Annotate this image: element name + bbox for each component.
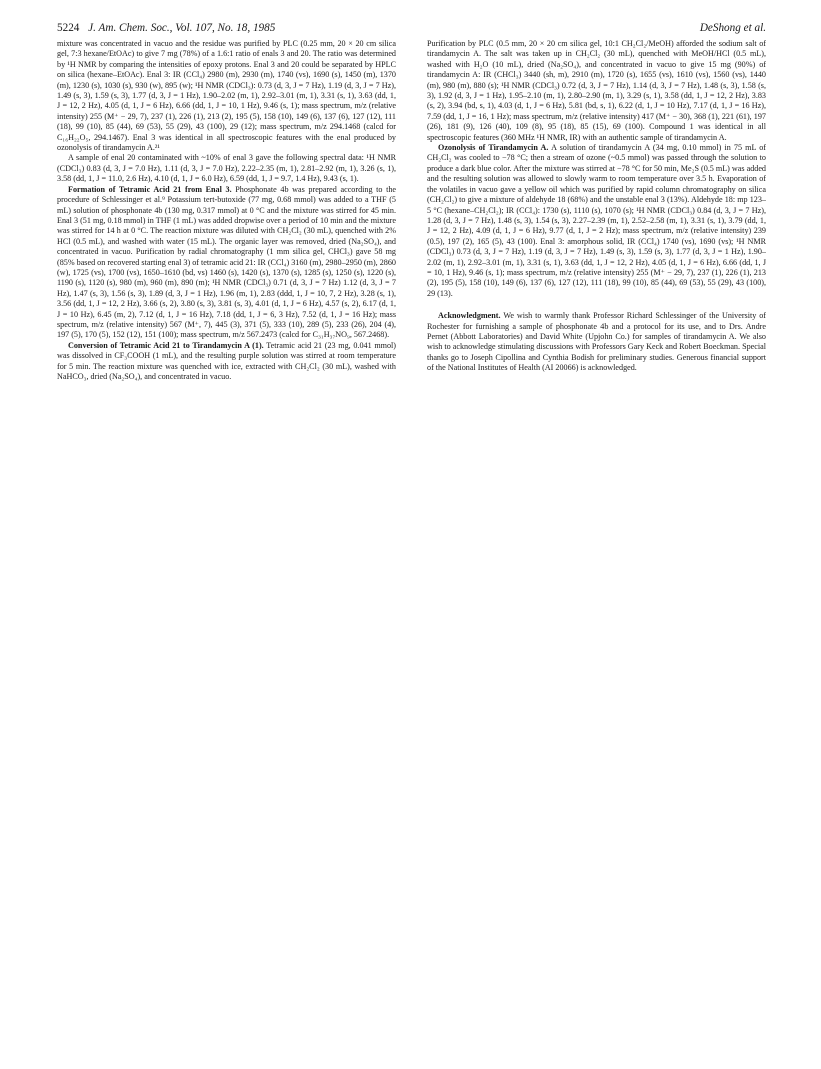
left-column (57, 39, 396, 382)
paragraph (427, 39, 766, 143)
acknowledgment-paragraph (427, 311, 766, 373)
paragraph-text: mixture was concentrated in vacuo and the residue was purified by PLC (0.25 mm, 20 × 20 cm silica gel, 7:3 hexane/EtOAc) to give 7 mg (78%) of a 1.6:1 ratio of enals 3 and 20. The ratio was determined by ¹H NMR by comparing the intensities of epoxy protons. Enal 3 and 20 could be separated by HPLC on silica (hexane–EtOAc). Enal 3: IR (CCl₄) 2980 (m), 2930 (m), 1740 (vs), 1690 (s), 1450 (m), 1370 (m), 1230 (s), 1030 (s), 930 (w), 895 (w); ¹H NMR (CDCl₃): 0.73 (d, 3, J = 7 Hz), 1.19 (d, 3, J = 7 Hz), 1.49 (s, 3), 1.59 (s, 3), 1.77 (d, 3, J = 1 Hz), 1.90–2.02 (m, 1), 2.92–3.01 (m, 1), 3.31 (s, 1), 3.63 (dd, 1, J = 12, 2 Hz), 4.05 (d, 1, J = 6 Hz), 6.66 (dd, 1, J = 10, 1 Hz), 9.46 (s, 1); mass spectrum, m/z (relative intensity) 255 (M⁺ − 29, 7), 237 (1), 226 (1), 213 (2), 195 (5), 158 (10), 149 (6), 137 (6), 127 (12), 111 (18), 99 (10), 85 (44), 69 (53), 55 (29), 43 (100), 29 (12); mass spectrum, m/z 294.1468 (calcd for C₁₆H₂₂O₅, 294.1467). Enal 3 was identical in all spectroscopic features with the enal produced by ozonolysis of tirandamycin A.²¹ (57, 39, 396, 153)
paragraph-text: A sample of enal 20 contaminated with ~10% of enal 3 gave the following spectral data: ¹H NMR (CDCl₃) 0.83 (d, 3, J = 7.0 Hz), 1.11 (d, 3, J = 7.0 Hz), 2.22–2.35 (m, 1), 2.81–2.92 (m, 1), 3.26 (s, 1), 3.58 (dd, 1, J = 11.0, 2.6 Hz), 4.10 (d, 1, J = 6.0 Hz), 6.59 (dd, 1, J = 9.7, 1.4 Hz), 9.43 (s, 1). (57, 153, 396, 184)
running-head-left (57, 20, 275, 36)
paragraph (57, 39, 396, 153)
paragraph-text: Phosphonate 4b was prepared according to the procedure of Schlessinger et al.⁹ Potassium tert-butoxide (77 mg, 0.68 mmol) was added to a THF (5 mL) solution of phosphonate 4b (130 mg, 0.317 mmol) at 0 °C and the mixture was stirred for 45 min. Enal 3 (51 mg, 0.18 mmol) in THF (1 mL) was added dropwise over a period of 10 min and the mixture was stirred for 14 h at 0 °C. The reaction mixture was diluted with CH₂Cl₂ (30 mL), quenched with 2% HCl (0.5 mL), and washed with water (15 mL). The organic layer was removed, dried (Na₂SO₄), and concentrated in vacuo. Purification by radial chromatography (1 mm silica gel, CHCl₃) gave 58 mg (85% based on recovered starting enal 3) of tetramic acid 21: IR (CCl₄) 3160 (m), 2980–2950 (m), 2860 (w), 1725 (vs), 1700 (vs), 1650–1610 (bd, vs) 1460 (s), 1420 (s), 1370 (s), 1285 (s), 1250 (s), 1220 (s), 1190 (s), 1120 (s), 980 (m), 960 (m), 890 (m); ¹H NMR (CDCl₃) 0.71 (d, 3, J = 7 Hz) 1.12 (d, 3, J = 7 Hz), 1.47 (s, 3), 1.56 (s, 3), 1.89 (d, 3, J = 1 Hz), 1.96 (m, 1), 2.83 (ddd, 1, J = 10, 7, 2 Hz), 3.28 (s, 1), 3.56 (dd, 1, J = 12, 2 Hz), 3.66 (s, 2), 3.80 (s, 3), 3.81 (s, 3), 4.01 (d, 1, J = 6 Hz), 4.57 (s, 2), 6.17 (d, 1, J = 10 Hz), 6.45 (m, 2), 7.12 (d, 1, J = 16 Hz), 7.18 (dd, 1, J = 6, 3 Hz), 7.52 (d, 1, J = 16 Hz); mass spectrum, m/z (relative intensity) 567 (M⁺, 7), 445 (3), 371 (5), 333 (10), 289 (5), 233 (26), 204 (4), 197 (5), 170 (5), 152 (12), 151 (100); mass spectrum, m/z 567.2473 (calcd for C₃₁H₃₇NO₉, 567.2468). (57, 184, 397, 340)
paragraph-text: A solution of tirandamycin A (34 mg, 0.10 mmol) in 75 mL of CH₂Cl₂ was cooled to −78 °C; then a stream of ozone (~0.5 mmol) was passed through the solution to produce a dark blue color. After the mixture was stirred at −78 °C for 50 min, Me₂S (0.5 mL) was added and the resulting solution was allowed to slowly warm to room temperature over 3.5 h. Evaporation of the volatiles in vacuo gave a yellow oil which was purified by rapid column chromatography on silica (CH₂Cl₂) to give a mixture of aldehyde 18 (68%) and the unstable enal 3 (13%). Aldehyde 18: mp 123–5 °C (hexane–CH₂Cl₂); IR (CCl₄): 1730 (s), 1110 (s), 1070 (s); ¹H NMR (CDCl₃) 0.84 (d, 3, J = 7 Hz), 1.28 (d, 3, J = 7 Hz), 1.48 (s, 3), 1.54 (s, 3), 2.27–2.39 (m, 1), 2.52–2.58 (m, 1), 3.31 (s, 1), 3.79 (dd, 1, J = 12, 2 Hz), 4.09 (d, 1, J = 6 Hz), 9.77 (d, 1, J = 2 Hz); mass spectrum, m/z (relative intensity) 239 (0.5), 197 (2), 165 (5), 43 (100). Enal 3: amorphous solid, IR (CCl₄) 1740 (vs), 1690 (vs); ¹H NMR (CDCl₃) 0.73 (d, 3, J = 7 Hz), 1.19 (d, 3, J = 7 Hz), 1.49 (s, 3), 1.59 (s, 3), 1.77 (d, 3, J = 1 Hz), 1.90–2.02 (m, 1), 2.92–3.01 (m, 1), 3.31 (s, 1), 3.63 (dd, 1, J = 12, 2 Hz), 4.05 (d, 1, J = 6 Hz), 6.66 (dd, 1, J = 10, 1 Hz), 9.46 (s, 1); mass spectrum, m/z (relative intensity) 255 (M⁺ − 29, 7), 237 (1), 226 (1), 213 (2), 195 (5), 158 (10), 149 (6), 137 (6), 127 (12), 111 (18), 99 (10), 85 (44), 69 (53), 55 (29), 43 (100), 29 (13). (427, 143, 766, 298)
paragraph-heading: Ozonolysis of Tirandamycin A. (438, 143, 549, 153)
paragraph-heading: Conversion of Tetramic Acid 21 to Tirandamycin A (1). (68, 340, 264, 350)
running-head-authors: DeShong et al. (699, 22, 766, 34)
paragraph (57, 153, 396, 184)
paragraph-text: We wish to warmly thank Professor Richard Schlessinger of the University of Rochester for furnishing a sample of phosphonate 4b and a protocol for its use, and to Drs. Andre Pernet (Abbott Laboratories) and David White (Upjohn Co.) for samples of tirandamycin A. We also wish to acknowledge stimulating discussions with Professors Gary Keck and Robert Boeckman. Special thanks go to Joseph Cipollina and Cynthia Bodish for preliminary studies. Generous financial support of the National Institutes of Health (AI 20066) is acknowledged. (427, 311, 766, 373)
paragraph-text: Tetramic acid 21 (23 mg, 0.041 mmol) was dissolved in CF₃COOH (1 mL), and the resulting purple solution was stirred at room temperature for 5 min. The reaction mixture was quenched with ice, extracted with CH₂Cl₂ (30 mL), washed with NaHCO₃, dried (Na₂SO₄), and concentrated in vacuo. (57, 340, 396, 381)
paragraph-heading: Acknowledgment. (438, 311, 501, 321)
paragraph (427, 143, 766, 299)
paragraph (57, 185, 396, 341)
paragraph (57, 341, 396, 383)
journal-citation: J. Am. Chem. Soc., Vol. 107, No. 18, 1985 (88, 22, 276, 34)
page-number: 5224 (57, 22, 80, 34)
paragraph-text: Purification by PLC (0.5 mm, 20 × 20 cm silica gel, 10:1 CH₂Cl₂/MeOH) afforded the sodium salt of tirandamycin A. The salt was taken up in CH₂Cl₂ (30 mL), quenched with MeOH/HCl (0.5 mL), washed with H₂O (10 mL), dried (Na₂SO₄), and concentrated in vacuo to give 15 mg (90%) of tirandamycin A: IR (CHCl₃) 3440 (sh, m), 2910 (m), 1720 (s), 1655 (vs), 1610 (vs), 1560 (vs), 1440 (m), 980 (m), 880 (s); ¹H NMR (CDCl₃) 0.72 (d, 3, J = 7 Hz), 1.14 (d, 3, J = 7 Hz), 1.48 (s, 3), 1.58 (s, 3), 1.92 (d, 3, J = 1 Hz), 1.95–2.10 (m, 1), 2.80–2.90 (m, 1), 3.29 (s, 1), 3.58 (dd, 1, J = 12, 2 Hz), 3.83 (s, 2), 3.94 (bd, s, 1), 4.03 (d, 1, J = 6 Hz), 5.81 (bd, s, 1), 6.22 (d, 1, J = 10 Hz), 7.17 (d, 1, J = 16 Hz), 7.59 (dd, 1, J = 16, 1 Hz); mass spectrum, m/z (relative intensity) 417 (M⁺ − 30), 368 (1), 221 (61), 197 (26), 181 (9), 126 (40), 109 (8), 95 (18), 85 (15), 69 (100). Compound 1 was identical in all spectroscopic features (360 MHz ¹H NMR, IR) with an authentic sample of tirandamycin A. (427, 39, 766, 142)
paragraph-heading: Formation of Tetramic Acid 21 from Enal 3. (68, 184, 232, 194)
page-header (57, 20, 766, 36)
right-column (427, 39, 766, 374)
